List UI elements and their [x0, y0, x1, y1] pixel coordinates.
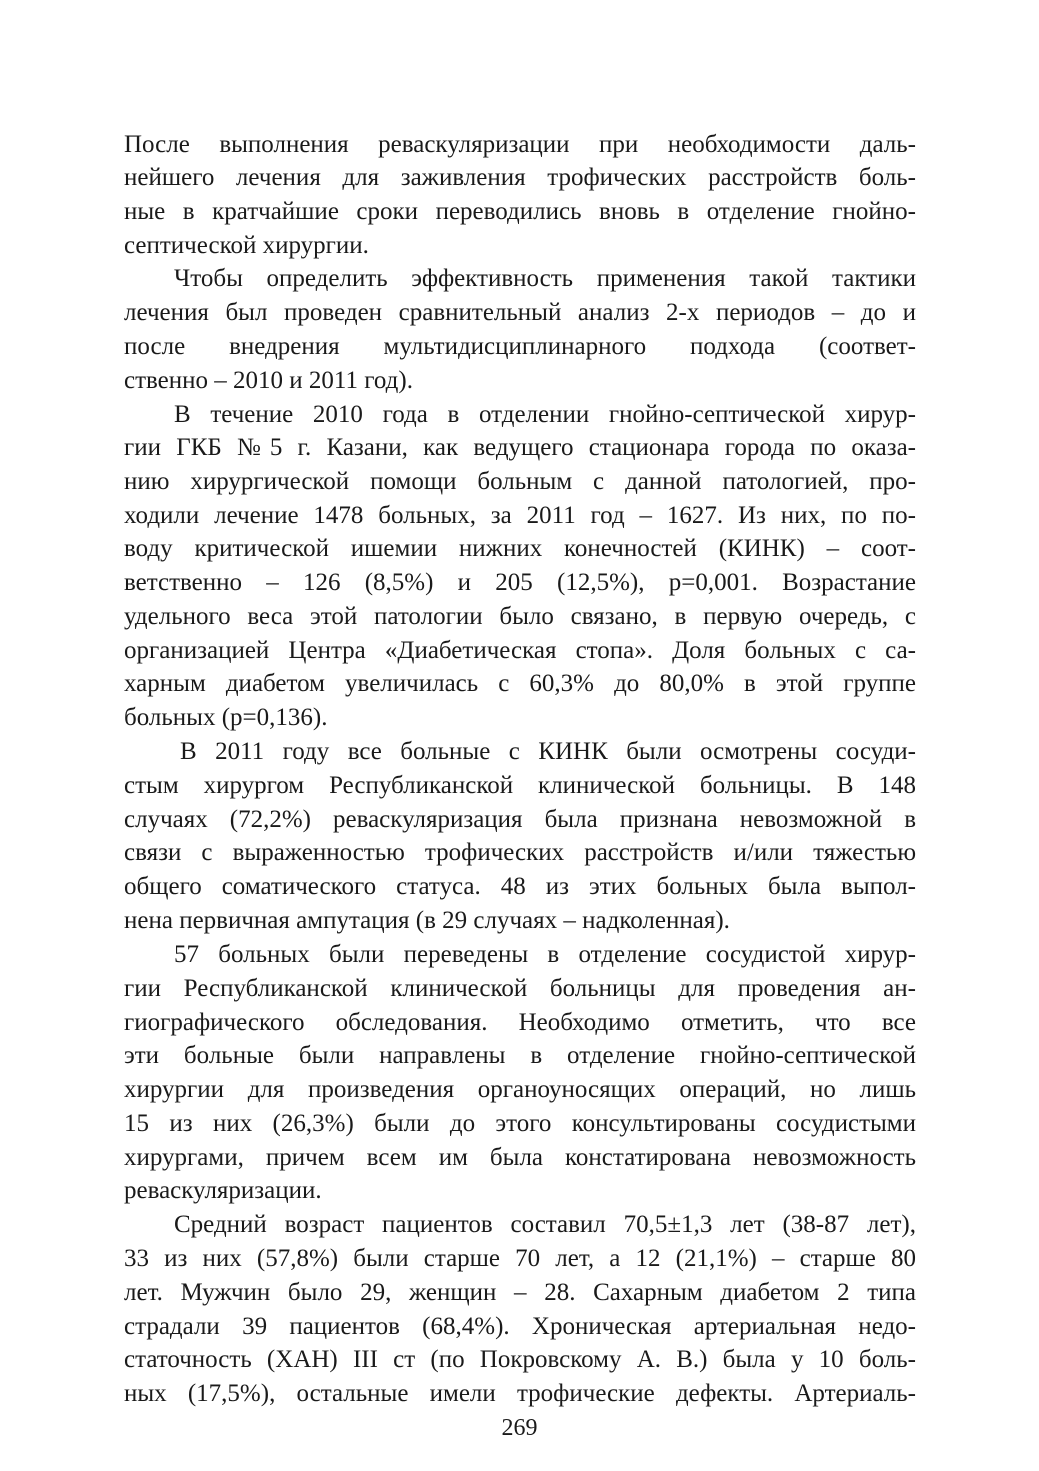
- text-line: эти больные были направлены в отделение гнойно-септической: [124, 1042, 916, 1069]
- text-line: лет. Мужчин было 29, женщин – 28. Сахарным диабетом 2 типа: [124, 1279, 916, 1306]
- text-line: удельного веса этой патологии было связано, в первую очередь, с: [124, 603, 916, 630]
- text-line: стым хирургом Республиканской клинической больницы. В 148: [124, 772, 916, 799]
- text-line: гии ГКБ №5 г. Казани, как ведущего стационара города по оказа-: [124, 434, 916, 461]
- text-line: ные в кратчайшие сроки переводились вновь в отделение гнойно-: [124, 198, 916, 225]
- text-line: Чтобы определить эффективность применения такой тактики: [174, 265, 916, 292]
- text-line: ветственно – 126 (8,5%) и 205 (12,5%), p=0,001. Возрастание: [124, 569, 916, 596]
- text-line: лечения был проведен сравнительный анализ 2-х периодов – до и: [124, 299, 916, 326]
- text-line: нена первичная ампутация (в 29 случаях – надколенная).: [124, 907, 730, 934]
- text-line: гиографического обследования. Необходимо отметить, что все: [124, 1009, 916, 1036]
- text-line: хирургами, причем всем им была констатирована невозможность: [124, 1144, 916, 1171]
- text-line: ственно – 2010 и 2011 год).: [124, 367, 413, 394]
- text-line: после внедрения мультидисциплинарного подхода (соответ-: [124, 333, 916, 360]
- text-line: Средний возраст пациентов составил 70,5±1,3 лет (38-87 лет),: [174, 1211, 916, 1238]
- text-line: В течение 2010 года в отделении гнойно-септической хирур-: [174, 401, 916, 428]
- text-line: организацией Центра «Диабетическая стопа». Доля больных с са-: [124, 637, 916, 664]
- text-line: 33 из них (57,8%) были старше 70 лет, а 12 (21,1%) – старше 80: [124, 1245, 916, 1272]
- text-line: общего соматического статуса. 48 из этих больных была выпол-: [124, 873, 916, 900]
- text-line: 15 из них (26,3%) были до этого консультированы сосудистыми: [124, 1110, 916, 1137]
- text-line: септической хирургии.: [124, 232, 369, 259]
- text-line: 57 больных были переведены в отделение сосудистой хирур-: [174, 941, 916, 968]
- text-line: После выполнения реваскуляризации при необходимости даль-: [124, 131, 916, 158]
- text-line: нейшего лечения для заживления трофических расстройств боль-: [124, 164, 916, 191]
- text-line: случаях (72,2%) реваскуляризация была признана невозможной в: [124, 806, 916, 833]
- text-line: ных (17,5%), остальные имели трофические дефекты. Артериаль-: [124, 1380, 916, 1407]
- text-line: харным диабетом увеличилась с 60,3% до 80,0% в этой группе: [124, 670, 916, 697]
- text-line: нию хирургической помощи больным с данной патологией, про-: [124, 468, 916, 495]
- text-line: статочность (ХАН) III ст (по Покровскому А. В.) была у 10 боль-: [124, 1346, 916, 1373]
- text-line: В 2011 году все больные с КИНК были осмотрены сосуди-: [180, 738, 916, 765]
- text-line: хирургии для произведения органоуносящих операций, но лишь: [124, 1076, 916, 1103]
- text-line: связи с выраженностью трофических расстройств и/или тяжестью: [124, 839, 916, 866]
- text-line: гии Республиканской клинической больницы для проведения ан-: [124, 975, 916, 1002]
- text-line: больных (p=0,136).: [124, 704, 328, 731]
- text-line: страдали 39 пациентов (68,4%). Хроническая артериальная недо-: [124, 1313, 916, 1340]
- page-number: 269: [501, 1415, 538, 1441]
- text-line: ходили лечение 1478 больных, за 2011 год – 1627. Из них, по по-: [124, 502, 916, 529]
- text-line: реваскуляризации.: [124, 1177, 322, 1204]
- text-line: воду критической ишемии нижних конечностей (КИНК) – соот-: [124, 535, 916, 562]
